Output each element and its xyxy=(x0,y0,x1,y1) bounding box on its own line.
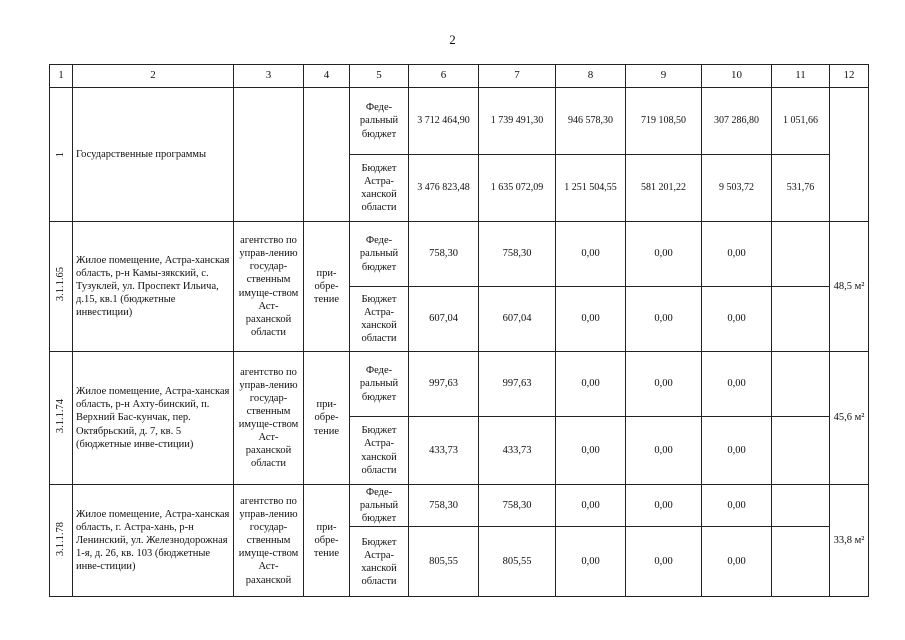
row-agency: агентство по управ-лению государ-ственным имуще-ством Аст-раханской области xyxy=(234,352,304,485)
budget-source: Феде-ральный бюджет xyxy=(350,88,409,155)
value-cell: 0,00 xyxy=(626,527,702,597)
column-header: 1 xyxy=(50,65,73,88)
value-cell: 0,00 xyxy=(626,485,702,527)
column-header: 9 xyxy=(626,65,702,88)
row-type: при-обре-тение xyxy=(304,222,350,352)
budget-source: Феде-ральный бюджет xyxy=(350,485,409,527)
row-name: Жилое помещение, Астра-ханская область, р-н Ахту-бинский, п. Верхний Бас-кунчак, пер. Октябрьский, д. 7, кв. 5 (бюджетные инве-стиции) xyxy=(73,352,234,485)
value-cell: 997,63 xyxy=(479,352,556,417)
value-cell: 0,00 xyxy=(702,352,772,417)
row-code: 1 xyxy=(50,88,73,222)
budget-source: Бюджет Астра-ханской области xyxy=(350,417,409,485)
area-cell: 45,6 м² xyxy=(830,352,869,485)
value-cell: 1 251 504,55 xyxy=(556,155,626,222)
value-cell: 607,04 xyxy=(409,287,479,352)
budget-source: Бюджет Астра-ханской области xyxy=(350,527,409,597)
row-code: 3.1.1.74 xyxy=(50,352,73,485)
value-cell xyxy=(772,222,830,287)
budget-source: Бюджет Астра-ханской области xyxy=(350,287,409,352)
budget-source: Феде-ральный бюджет xyxy=(350,222,409,287)
table-row xyxy=(50,88,869,155)
value-cell: 0,00 xyxy=(626,287,702,352)
value-cell: 0,00 xyxy=(626,352,702,417)
area-cell xyxy=(830,88,869,222)
column-header: 11 xyxy=(772,65,830,88)
value-cell: 758,30 xyxy=(409,485,479,527)
table-row xyxy=(50,222,869,287)
value-cell: 0,00 xyxy=(556,287,626,352)
area-cell: 48,5 м² xyxy=(830,222,869,352)
column-header: 10 xyxy=(702,65,772,88)
value-cell: 3 712 464,90 xyxy=(409,88,479,155)
column-header-row xyxy=(50,65,869,88)
table-row xyxy=(50,352,869,417)
value-cell: 0,00 xyxy=(702,287,772,352)
row-agency: агентство по управ-лению государ-ственным имуще-ством Аст-раханской области xyxy=(234,222,304,352)
value-cell: 433,73 xyxy=(479,417,556,485)
value-cell: 0,00 xyxy=(702,527,772,597)
value-cell: 946 578,30 xyxy=(556,88,626,155)
value-cell: 0,00 xyxy=(702,417,772,485)
value-cell: 0,00 xyxy=(556,352,626,417)
value-cell: 805,55 xyxy=(409,527,479,597)
column-header: 5 xyxy=(350,65,409,88)
value-cell xyxy=(772,287,830,352)
value-cell: 758,30 xyxy=(479,485,556,527)
column-header: 2 xyxy=(73,65,234,88)
value-cell: 758,30 xyxy=(409,222,479,287)
value-cell: 719 108,50 xyxy=(626,88,702,155)
value-cell xyxy=(772,527,830,597)
value-cell: 1 635 072,09 xyxy=(479,155,556,222)
row-agency xyxy=(234,88,304,222)
value-cell: 0,00 xyxy=(626,417,702,485)
value-cell: 0,00 xyxy=(556,222,626,287)
row-type: при-обре-тение xyxy=(304,352,350,485)
value-cell: 997,63 xyxy=(409,352,479,417)
budget-table xyxy=(49,64,869,597)
value-cell: 0,00 xyxy=(702,485,772,527)
value-cell: 3 476 823,48 xyxy=(409,155,479,222)
row-type xyxy=(304,88,350,222)
row-name: Жилое помещение, Астра-ханская область, р-н Камы-зякский, с. Тузуклей, ул. Проспект Ильича, д.15, кв.1 (бюджетные инвестиции) xyxy=(73,222,234,352)
value-cell: 433,73 xyxy=(409,417,479,485)
value-cell: 758,30 xyxy=(479,222,556,287)
budget-source: Бюджет Астра-ханской области xyxy=(350,155,409,222)
value-cell: 0,00 xyxy=(702,222,772,287)
value-cell: 9 503,72 xyxy=(702,155,772,222)
row-code: 3.1.1.78 xyxy=(50,485,73,597)
page-number: 2 xyxy=(449,32,456,47)
row-agency: агентство по управ-лению государ-ственным имуще-ством Аст-раханской xyxy=(234,485,304,597)
value-cell: 581 201,22 xyxy=(626,155,702,222)
area-cell: 33,8 м² xyxy=(830,485,869,597)
column-header: 8 xyxy=(556,65,626,88)
budget-source: Феде-ральный бюджет xyxy=(350,352,409,417)
row-name: Жилое помещение, Астра-ханская область, г. Астра-хань, р-н Ленинский, ул. Железнодорожная 1-я, д. 26, кв. 103 (бюджетные инве-стиции) xyxy=(73,485,234,597)
row-name: Государственные программы xyxy=(73,88,234,222)
row-code: 3.1.1.65 xyxy=(50,222,73,352)
value-cell: 1 739 491,30 xyxy=(479,88,556,155)
value-cell xyxy=(772,352,830,417)
value-cell: 0,00 xyxy=(626,222,702,287)
value-cell: 307 286,80 xyxy=(702,88,772,155)
column-header: 12 xyxy=(830,65,869,88)
column-header: 3 xyxy=(234,65,304,88)
value-cell: 531,76 xyxy=(772,155,830,222)
value-cell: 1 051,66 xyxy=(772,88,830,155)
row-type: при-обре-тение xyxy=(304,485,350,597)
value-cell: 607,04 xyxy=(479,287,556,352)
column-header: 6 xyxy=(409,65,479,88)
column-header: 4 xyxy=(304,65,350,88)
value-cell xyxy=(772,417,830,485)
column-header: 7 xyxy=(479,65,556,88)
value-cell: 0,00 xyxy=(556,527,626,597)
value-cell: 805,55 xyxy=(479,527,556,597)
value-cell: 0,00 xyxy=(556,417,626,485)
table-row xyxy=(50,485,869,527)
value-cell xyxy=(772,485,830,527)
value-cell: 0,00 xyxy=(556,485,626,527)
